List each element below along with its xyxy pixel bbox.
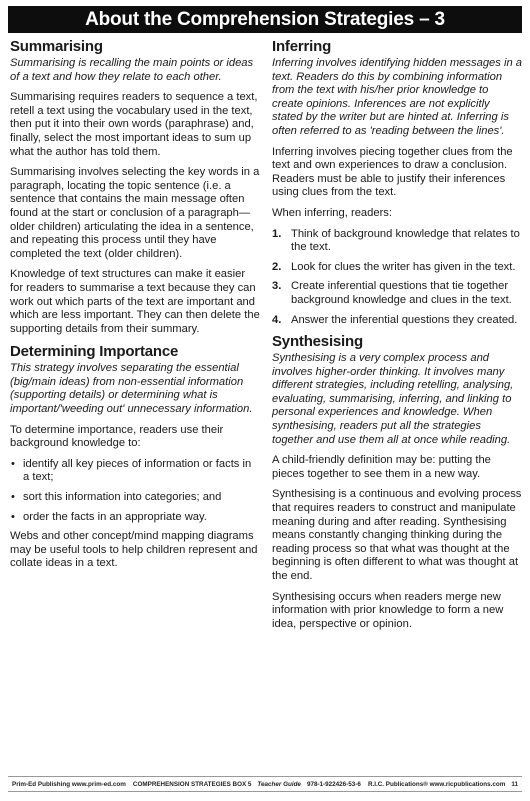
list-item-text: order the facts in an appropriate way. xyxy=(23,510,207,523)
list-item xyxy=(272,261,522,275)
synthesising-paragraph: Synthesising occurs when readers merge new information with prior knowledge to form a new idea, perspective or opinion. xyxy=(272,590,504,630)
section-determining-importance xyxy=(10,343,260,571)
summarising-paragraph: Summarising involves selecting the key words in a paragraph, locating the topic sentence (i.e. a sentence that contains the main message often found at the start or conclusion of a paragraph—older children) articulating the idea in a sentence, and repeating this process until they have completed the text (older children). xyxy=(10,166,260,260)
summarising-intro: Summarising is recalling the main points or ideas of a text and how they relate to each other. xyxy=(10,57,254,83)
section-synthesising xyxy=(272,333,522,631)
footer-right-block xyxy=(368,781,518,788)
summarising-paragraph: Knowledge of text structures can make it easier for readers to summarise a text because they can work out which parts of the text are important and which are less important. They can then delete the supporting details from their summary. xyxy=(10,268,260,335)
section-inferring xyxy=(272,38,522,327)
inferring-paragraph: Inferring involves piecing together clues from the text and own experiences to draw a conclusion. Readers must be able to justify their inferences using clues from the text. xyxy=(272,145,513,199)
footer-publisher-left: Prim-Ed Publishing www.prim-ed.com xyxy=(12,780,126,788)
synthesising-paragraph: Synthesising is a continuous and evolving process that requires readers to construct and manipulate meaning during and after reading. Synthesising means constantly changing thinking during the reading process so that what was thought at the beginning is often different to what was thought at the end. xyxy=(272,488,522,582)
list-item xyxy=(10,511,260,525)
list-item xyxy=(10,458,260,485)
list-item-text: identify all key pieces of information or facts in a text; xyxy=(23,457,252,484)
summarising-paragraph: Summarising requires readers to sequence a text, retell a text using the vocabulary used in the text, then put it into their own words (paraphrase) and, finally, select the most important ideas to sum up what the author has told them. xyxy=(10,91,258,158)
list-item xyxy=(272,280,522,307)
synthesising-paragraph: A child-friendly definition may be: putting the pieces together to see them in a new way. xyxy=(272,454,491,480)
inferring-steps-list xyxy=(272,228,522,328)
step-number: 4. xyxy=(272,313,282,326)
footer-title-block xyxy=(133,781,361,788)
footer-series: COMPREHENSION STRATEGIES BOX 5 xyxy=(132,780,252,788)
step-number: 1. xyxy=(272,227,282,240)
step-number: 3. xyxy=(272,280,282,293)
page-title-bar xyxy=(8,6,522,33)
inferring-intro: Inferring involves identifying hidden messages in a text. Readers do this by combining information from the text with his/her prior knowledge to create opinions. Inferences are not explicitly stated by the writer but are hinted at. Inferring is often referred to as 'reading between the lines'. xyxy=(272,57,522,137)
right-column xyxy=(272,38,522,638)
heading-inferring: Inferring xyxy=(272,38,332,55)
footer-isbn: 978-1-922426-53-6 xyxy=(306,780,361,788)
section-summarising xyxy=(10,38,260,336)
step-text: Think of background knowledge that relates to the text. xyxy=(291,227,520,254)
step-text: Create inferential questions that tie together background knowledge and clues in the text. xyxy=(291,280,512,306)
determining-bullet-list xyxy=(10,458,260,524)
heading-summarising: Summarising xyxy=(10,38,103,55)
synthesising-intro: Synthesising is a very complex process and involves higher-order thinking. It involves many different strategies, including retelling, analysing, evaluating, summarising, inferring, and linking to personal experiences and knowledge. When synthesising, readers put all the strategies together and use them all at once while reading. xyxy=(272,352,514,446)
list-item xyxy=(272,314,522,328)
page-title: About the Comprehension Strategies – 3 xyxy=(85,8,445,30)
step-number: 2. xyxy=(272,260,282,273)
step-text: Look for clues the writer has given in the text. xyxy=(291,260,516,273)
page-footer xyxy=(8,776,522,792)
determining-closing: Webs and other concept/mind mapping diagrams may be useful tools to help children represent and collate ideas in a text. xyxy=(10,530,258,570)
heading-synthesising: Synthesising xyxy=(272,333,363,351)
step-text: Answer the inferential questions they created. xyxy=(291,313,518,326)
list-item xyxy=(272,228,522,255)
inferring-lead: When inferring, readers: xyxy=(272,206,393,219)
heading-determining-importance: Determining Importance xyxy=(10,343,179,361)
list-item-text: sort this information into categories; and xyxy=(23,491,222,504)
determining-lead: To determine importance, readers use their background knowledge to: xyxy=(10,423,224,450)
left-column xyxy=(10,38,260,578)
footer-publisher-right: R.I.C. Publications® www.ricpublications.com xyxy=(367,780,506,788)
page-number: 11 xyxy=(511,780,518,788)
bullet-icon: • xyxy=(11,510,15,523)
footer-guide: Teacher Guide xyxy=(257,780,301,788)
determining-intro: This strategy involves separating the essential (big/main ideas) from non-essential information (supporting details) or determining what is important/'weeding out' unnecessary information. xyxy=(10,362,253,416)
list-item xyxy=(10,491,260,505)
bullet-icon: • xyxy=(11,457,15,470)
bullet-icon: • xyxy=(11,491,15,504)
